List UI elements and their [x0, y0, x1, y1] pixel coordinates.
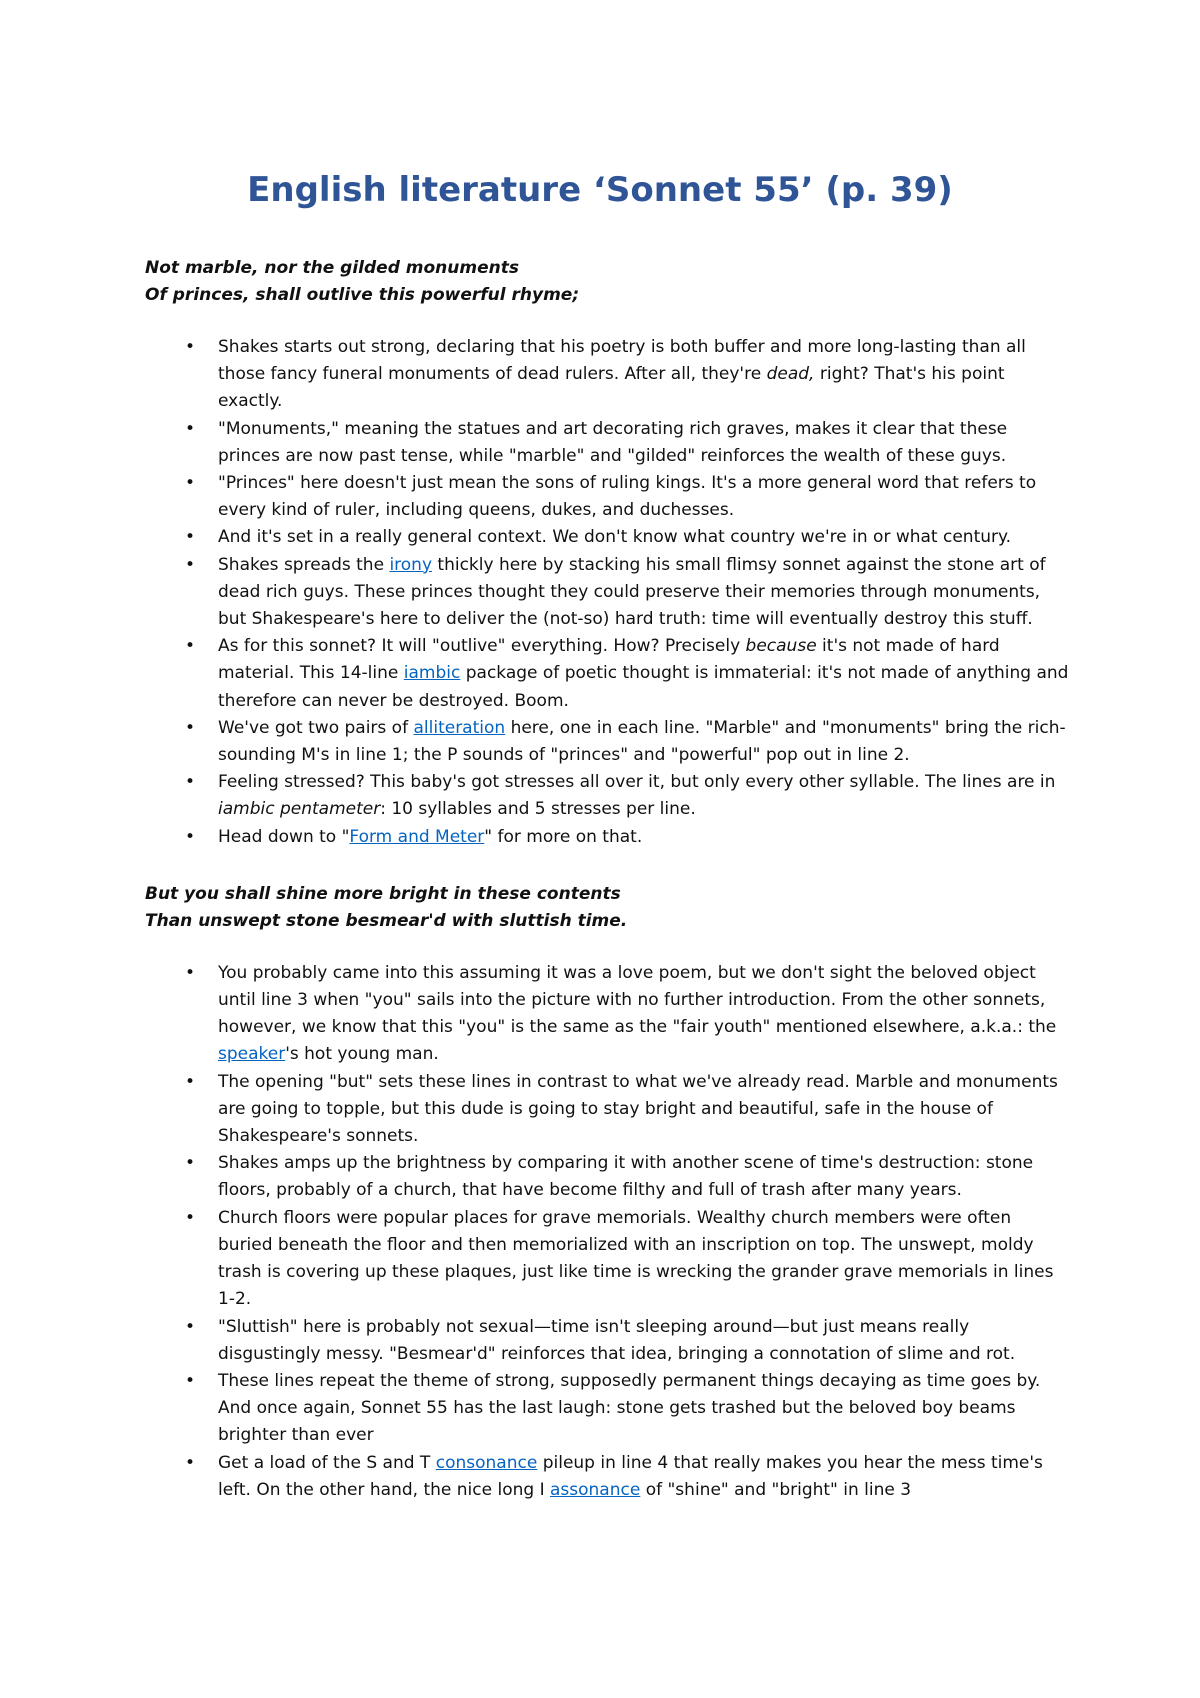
emphasis-text: because — [745, 636, 817, 657]
bullet-icon: • — [185, 337, 196, 357]
bullet-icon: • — [185, 1370, 196, 1391]
bullet-list — [145, 334, 1070, 851]
body-text: Feeling stressed? This baby's got stresses all over it, but only every other syllable. The lines are in — [218, 772, 1056, 793]
bullet-icon: • — [185, 1316, 196, 1337]
bullet-icon: • — [185, 1452, 196, 1473]
body-text: Shakes spreads the — [218, 554, 390, 575]
glossary-link[interactable]: alliteration — [413, 717, 506, 738]
body-text: of "shine" and "bright" in line 3 — [640, 1479, 912, 1500]
body-text: We've got two pairs of — [218, 717, 414, 738]
bullet-list — [145, 960, 1070, 1504]
body-text: 's hot young man. — [285, 1044, 439, 1065]
bullet-icon: • — [185, 527, 196, 548]
body-text: Head down to " — [218, 826, 350, 847]
body-text: "Princes" here doesn't just mean the sons of ruling kings. It's a more general word that refers to every kind of ruler, including queens, dukes, and duchesses. — [218, 473, 1037, 521]
glossary-link[interactable]: irony — [389, 554, 433, 575]
body-text: As for this sonnet? It will "outlive" everything. How? Precisely — [218, 636, 746, 657]
body-text: "Sluttish" here is probably not sexual—time isn't sleeping around—but just means really disgustingly messy. "Besmear'd" reinforces that idea, bringing a connotation of slime and rot. — [218, 1316, 1016, 1364]
list-item — [145, 552, 1070, 634]
bullet-icon: • — [185, 473, 196, 494]
bullet-icon: • — [185, 962, 196, 983]
list-item — [145, 416, 1070, 470]
body-text: " for more on that. — [484, 826, 643, 847]
page-title: English literature ‘Sonnet 55’ (p. 39) — [247, 170, 953, 210]
bullet-icon: • — [185, 1071, 196, 1092]
poem-line: Than unswept stone besmear'd with sluttish time. — [145, 910, 628, 931]
poem-line: Of princes, shall outlive this powerful rhyme; — [145, 285, 580, 305]
list-item — [145, 524, 1070, 551]
list-item — [145, 1368, 1070, 1450]
bullet-icon: • — [185, 1207, 196, 1228]
bullet-icon: • — [185, 826, 196, 847]
list-item — [145, 470, 1070, 524]
document-body — [145, 255, 1070, 1504]
emphasis-text: iambic pentameter — [218, 799, 381, 820]
poem-line: But you shall shine more bright in these contents — [145, 883, 621, 904]
list-item — [145, 824, 1070, 851]
glossary-link[interactable]: assonance — [549, 1479, 641, 1500]
body-text: Get a load of the S and T — [218, 1452, 436, 1473]
body-text: thickly here by stacking his small flimsy sonnet against the stone art of dead rich guys. These princes thought they could preserve their memories through monuments, but Shakespeare's here to deliver the (not-so) hard truth: time will eventually destroy this stuff. — [218, 554, 1046, 630]
bullet-icon: • — [185, 418, 196, 439]
body-text: Shakes amps up the brightness by comparing it with another scene of time's destruction: stone floors, probably of a church, that have become filthy and full of trash after many years. — [218, 1153, 1034, 1201]
bullet-icon: • — [185, 717, 196, 738]
body-text: Shakes starts out strong, declaring that his poetry is both buffer and more long-lasting than all those fancy funeral monuments of dead rulers. After all, they're — [218, 337, 1026, 385]
list-item — [145, 1314, 1070, 1368]
list-item — [145, 1150, 1070, 1204]
section-1 — [145, 255, 1070, 851]
list-item — [145, 633, 1070, 715]
poem-stanza — [145, 255, 1070, 309]
body-text: right? That's his point exactly. — [218, 364, 1005, 412]
glossary-link[interactable]: Form and Meter — [349, 826, 485, 847]
body-text: pileup in line 4 that really makes you hear the mess time's left. On the other hand, the nice long I — [218, 1452, 1043, 1500]
glossary-link[interactable]: iambic — [403, 663, 461, 684]
bullet-icon: • — [185, 636, 196, 657]
bullet-icon: • — [185, 772, 196, 793]
body-text: here, one in each line. "Marble" and "monuments" bring the rich-sounding M's in line 1; the P sounds of "princes" and "powerful" pop out in line 2. — [218, 717, 1066, 766]
body-text: package of poetic thought is immaterial: it's not made of anything and therefore can never be destroyed. Boom. — [218, 663, 1069, 711]
list-item — [145, 1069, 1070, 1151]
body-text: The opening "but" sets these lines in contrast to what we've already read. Marble and monuments are going to topple, but this dude is going to stay bright and beautiful, safe in the house of Shakespeare's sonnets. — [218, 1071, 1058, 1147]
list-item — [145, 769, 1070, 823]
body-text: it's not made of hard material. This 14-line — [218, 636, 1000, 684]
list-item — [145, 1205, 1070, 1314]
body-text: You probably came into this assuming it was a love poem, but we don't sight the beloved object until line 3 when "you" sails into the picture with no further introduction. From the other sonnets, however, we know that this "you" is the same as the "fair youth" mentioned elsewhere, a.k.a.: the — [218, 962, 1057, 1038]
glossary-link[interactable]: consonance — [435, 1452, 538, 1473]
emphasis-text: dead, — [766, 364, 815, 385]
body-text: These lines repeat the theme of strong, supposedly permanent things decaying as time goes by. And once again, Sonnet 55 has the last laugh: stone gets trashed but the beloved boy beams brighter than ever — [218, 1370, 1041, 1446]
bullet-icon: • — [185, 1153, 196, 1174]
glossary-link[interactable]: speaker — [218, 1044, 286, 1065]
bullet-icon: • — [185, 554, 196, 575]
body-text: Church floors were popular places for grave memorials. Wealthy church members were often buried beneath the floor and then memorialized with an inscription on top. The unswept, moldy trash is covering up these plaques, just like time is wrecking the grander grave memorials in lines 1-2. — [218, 1207, 1054, 1310]
body-text: "Monuments," meaning the statues and art decorating rich graves, makes it clear that these princes are now past tense, while "marble" and "gilded" reinforces the wealth of these guys. — [218, 418, 1008, 466]
list-item — [145, 960, 1070, 1069]
list-item — [145, 1450, 1070, 1504]
list-item — [145, 334, 1070, 416]
body-text: : 10 syllables and 5 stresses per line. — [380, 799, 696, 820]
poem-stanza — [145, 881, 1070, 935]
list-item — [145, 715, 1070, 769]
body-text: And it's set in a really general context. We don't know what country we're in or what century. — [218, 527, 1012, 548]
poem-line: Not marble, nor the gilded monuments — [145, 258, 519, 278]
section-2 — [145, 881, 1070, 1504]
